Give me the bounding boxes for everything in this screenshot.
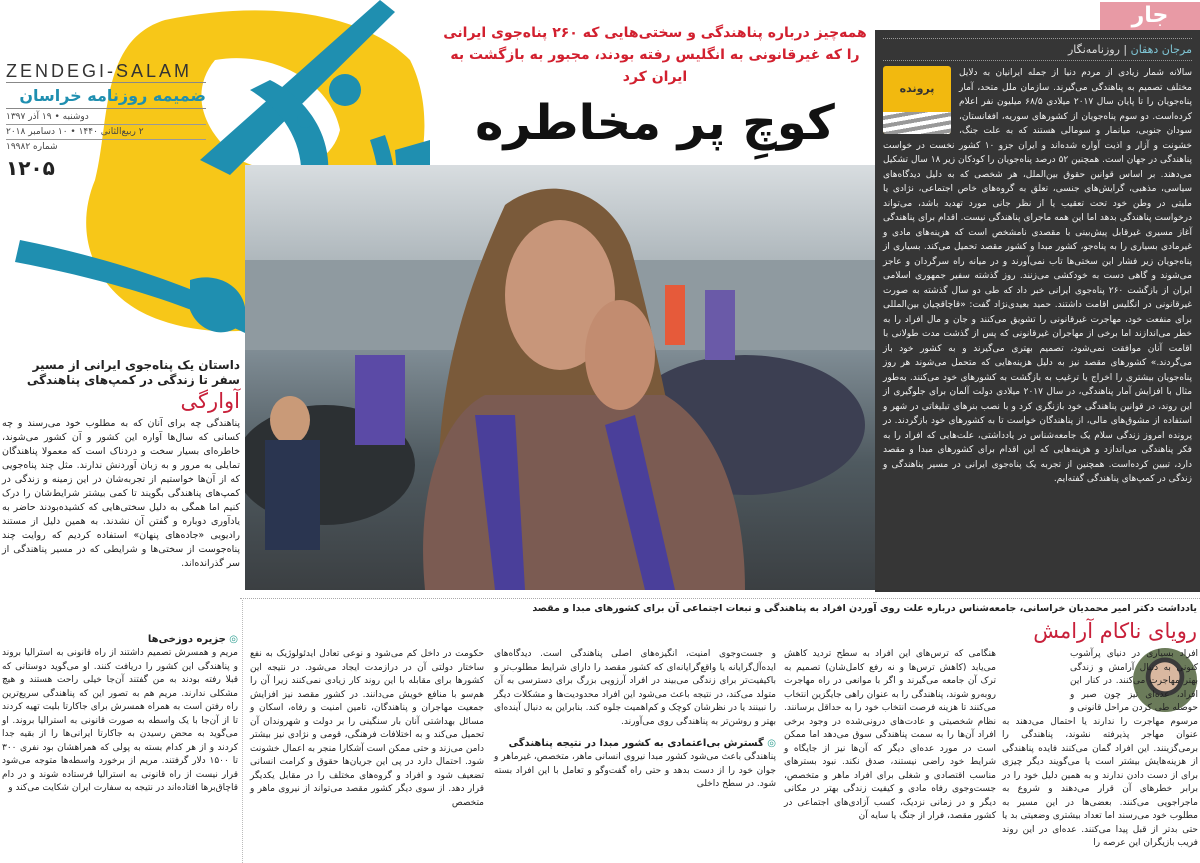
opinion-col3-heading: گسترش بی‌اعتمادی به کشور مبدا در نتیجه پناهندگی [508, 738, 764, 749]
dossier-box [875, 30, 1200, 592]
section-divider [240, 598, 1200, 599]
opinion-col3-text: و جست‌وجوی امنیت، انگیزه‌های اصلی پناهندگی است. دیدگاه‌های ایده‌آل‌گرایانه یا واقع‌گرایانه‌ای که کشور مقصد را دارای شرایط مطلوب‌تر و باکیفیت‌تر برای زندگی می‌بیند در افراد آرزویی بزرگ برای دسترسی به آن متولد می‌کند، در نتیجه باعث می‌شود این افراد محدودیت‌ها و مشکلات دیگر را نبینند یا در نظرشان کوچک و کم‌اهمیت جلوه کند. بنابراین به دنبال آینده‌ای بهتر و روشن‌تر به پناهندگی روی می‌آورند. [494, 649, 776, 727]
opinion-column-1 [1002, 648, 1198, 851]
lead-headline: کوچِ پر مخاطره [475, 95, 835, 151]
lead-kicker: همه‌چیز درباره پناهندگی و سختی‌هایی که ۲۶۰ پناه‌جوی ایرانی را که غیرقانونی به انگلیس رفته بودند، مجبور به بازگشت به ایران کرد [443, 25, 867, 85]
dossier-badge-label: پرونده [899, 82, 935, 95]
section-text: مریم و همسرش تصمیم داشتند از راه قانونی به استرالیا بروند و پناهندگی این کشور را دریافت کنند. او می‌گوید دوستانی که قبلا رفته بودند به من گفتند آن‌جا خیلی راحت هستند و هیچ مشکلی ندارند. مریم هم به تصور این که پناهندگی سریع‌ترین راه رفتن است به همراه همسرش برای جاکارتا بلیت تهیه کردند تا از آن‌جا با یک واسطه به صورت قانونی به استرالیا بروند. او می‌گوید به محض رسیدن به جاکارتا ایرانی‌ها را از بقیه جدا کردند و از هر کدام بسته به پولی که همراهشان بود نفری ۳۰۰ تا ۱۵۰۰ دلار گرفتند. مریم از برخورد واسطه‌ها متوجه می‌شود قرار نیست از راه قانونی به استرالیا فرستاده شوند و در دام قاچاق‌برها افتاده‌اند در نتیجه به سفارت ایران شکایت می‌کند و [2, 648, 238, 793]
left-story-title: آوارگی [180, 389, 240, 413]
author-name: مرجان دهقان [1130, 43, 1192, 56]
section-tab: جار [1100, 2, 1200, 30]
date-persian: دوشنبه • ۱۹ آذر ۱۳۹۷ [6, 110, 206, 125]
bullet-icon: ◎ [767, 738, 776, 749]
date-hijri-gregorian: ۲ ربیع‌الثانی ۱۴۴۰ • ۱۰ دسامبر ۲۰۱۸ [6, 125, 206, 140]
opinion-column-4: حکومت در داخل کم می‌شود و نوعی تعادل ایدئولوژیک به نفع ساختار دولتی آن در درازمدت ایجاد می‌شود. در نتیجه این کشورها برای مقابله با این روند کار زیادی نمی‌کنند زیرا آن را هم‌سو با منافع خویش می‌دانند. در کشور مقصد نیز افزایش جمعیت مهاجران و پناهندگان، تامین امنیت و رفاه، اسکان و مسائل بهداشتی آنان بار سنگینی را بر دولت و شهروندان آن تحمیل می‌کند و به اختلافات فرهنگی، قومی و نژادی نیز بیشتر دامن می‌زند و حتی ممکن است آشکارا منجر به اعمال خشونت شود. احتمال دارد در پی این جریان‌ها حقوق و کرامت انسانی تضعیف شود و افراد و گروه‌های مختلف را در مقابل یکدیگر قرار دهد. از سوی دیگر کشور مقصد می‌تواند از نیروی ماهر و متخصص [250, 649, 484, 808]
section-heading: جزیره دوزخی‌ها [147, 634, 226, 645]
dossier-byline: مرجان دهقان | روزنامه‌نگار [883, 38, 1192, 61]
left-story [2, 358, 240, 571]
lead-photo [245, 165, 875, 590]
dossier-body: سالانه شمار زیادی از مردم دنیا از جمله ایرانیان به دلایل مختلف تصمیم به پناهندگی می‌گیرند. سازمان ملل متحد، آمار پناه‌جویان را تا پایان سال ۲۰۱۷ میلادی ۶۸/۵ میلیون نفر اعلام کرده‌است. دو سوم پناه‌جویان از کشورهای سوریه، افغانستان، سودان جنوبی، میانمار و سومالی هستند که به علت جنگ، خشونت و آزار و اذیت آواره شده‌اند و ایران جزو ۱۰ کشور نخست در خواست پناهندگی در جهان است. همچنین ۵۲ درصد پناه‌جویان را کودکان زیر ۱۸ سال تشکیل می‌دهند. بر اساس قوانین حقوق بین‌الملل، هر شخصی که به دلیل دیدگاه‌های سیاسی، مذهبی، گرایش‌های جنسی، تعلق به گروه‌های خاص اجتماعی، نژادی یا ملیتی در وطن خود تحت تعقیب یا از نظر جانی مورد تهدید باشد، می‌تواند درخواست پناهندگی بدهد اما این همه ماجرای پناهندگی نیست. اقدام برای پناهندگی آغاز مسیری غیرقابل پیش‌بینی با مقصدی نامشخص است که هزینه‌های مادی و غیرمادی بسیاری را به پناه‌جو، کشور مبدا و کشور مقصد تحمیل می‌کند. بسیاری از پناه‌جویان زیر فشار این سختی‌ها تاب نمی‌آورند و در میانه راه سرگردان و عاجز می‌شوند و گاهی دست به خودکشی می‌زنند. روز گذشته سفیر جمهوری اسلامی ایران از بازگشت ۲۶۰ پناه‌جوی ایرانی خبر داد که طی دو سال گذشته به صورت غیرقانونی در انگلیس اقامت داشتند. حمید بعیدی‌نژاد گفت: «قاچاقچیان بین‌المللی برای منفعت خود، مهاجرت غیرقانونی را تشویق می‌کنند و جان و مال افراد را به خطر می‌اندازند اما برخی از مهاجران غیرقانونی که پس از گذشت مدت طولانی با اقامت آنان موافقت نمی‌شود، تصمیم بهتری می‌گیرند و به کشور خود باز می‌گردند.» کشورهای مقصد نیز به دلیل هزینه‌هایی که متحمل می‌شوند هر روز پناه‌جویان بیشتری را اخراج یا ترغیب به بازگشت به کشورهای خود می‌کنند. به‌طور مثال با افزایش آمار پناهندگی، در سال ۲۰۱۷ میلادی دولت آلمان برای جلوگیری از این روند، در قوانین پناهندگی خود بازنگری کرد و با نصب بنرهای تبلیغاتی در شهر و استفاده از مشوق‌های مالی، از پناهندگان خواست تا به کشورهای خود بازگردند. در پرونده امروز زندگی سلام یک جامعه‌شناس در یادداشتی، علت‌هایی که افراد را به فکر پناهندگی می‌اندازد و هزینه‌هایی که این اقدام برای کشورهای مبدا و مقصد دارد، تبیین کرده‌است. همچنین از تجربه یک پناه‌جوی ایرانی در مسیر پناهندگی و زندگی در کمپ‌های پناهندگی گفته‌ایم. [883, 68, 1193, 484]
issue-number: شماره ۱۹۹۸۲ [6, 142, 58, 152]
opinion-col3-more: پناهندگی باعث می‌شود کشور مبدا نیروی انسانی ماهر، متخصص، غیرماهر و جوان خود را از دست بدهد و حتی راه گفت‌وگو و تعامل با این افراد بسته شود. در سطح داخلی [494, 752, 776, 789]
opinion-col1-text: افراد بسیاری در دنیای پرآشوب کنونی به دنبال آرامش و زندگی بهتر مهاجرت می‌کنند. در کنار این افراد، عده‌ای نیز چون صبر و حوصله طی کردن مراحل قانونی و مرسوم مهاجرت را ندارند یا احتمال می‌دهند به عنوان مهاجر پذیرفته نشوند، پناهندگی را برمی‌گزینند. این افراد گمان می‌کنند فایده پناهندگی از هزینه‌هایش بیشتر است یا می‌گویند دیگر چیزی برای از دست دادن ندارند و به همین دلیل خود را در برابر خطرهای آن قرار می‌دهند و شروع به ماجراجویی می‌کنند. بعضی‌ها در این مسیر به مطلوب خود می‌رسند اما تعداد بیشتری وضعیتی بد یا حتی بدتر از قبل پیدا می‌کنند. عده‌ای در این روند فریب بازیگران این عرصه را [1002, 649, 1198, 848]
opinion-column-2: هنگامی که ترس‌های این افراد به سطح تردید کاهش می‌یابد (کاهش ترس‌ها و نه رفع کامل‌شان) تصمیم به ترک آن جامعه می‌گیرند و اگر با موانعی در راه مهاجرت روبه‌رو شوند، پناهندگی را به عنوان راهی جایگزین انتخاب می‌کنند تا هزینه فرصت انتخاب خود را به حداقل برسانند. نظام شخصیتی و عادت‌های درونی‌شده در وجود برخی افراد آن‌ها را به سمت پناهندگی سوق می‌دهد اما ممکن است در مورد عده‌ای دیگر که آن‌ها نیز از جایگاه و شرایط خود راضی نیستند، صدق نکند. نبود بسترهای مناسب اقتصادی و شغلی برای افراد ماهر و متخصص، جست‌وجوی رفاه مادی و کیفیت زندگی بهتر در مکانی دیگر و در زمانی نزدیک، کسب آزادی‌های اجتماعی در کشور مقصد، فرار از جنگ یا سایه آن [784, 649, 996, 821]
opinion-column-3 [494, 648, 776, 792]
refugee-photo-illustration [245, 165, 875, 590]
column-divider [242, 600, 243, 863]
left-story-intro: پناهندگی چه برای آنان که به مطلوب خود می‌رسند و چه کسانی که سال‌ها آواره این کشور و آن کشور می‌شوند، خاطره‌ای بسیار سخت و دردناک است که معمولا پناهندگان تمایلی به مرور و به زبان آوردنش ندارند. مثل چند پناه‌جویی که از آن‌ها خواستیم از تجربه‌شان در این زمینه و زندگی در کمپ‌های پناهندگی بگویند تا کمی بیشتر شرایط‌شان را درک کنیم اما همگی به دلیل سختی‌هایی که کشیده‌بودند حاضر به یادآوری دوباره و گفتن آن نشدند. به همین دلیل از مستند رادیویی «جاده‌های پنهان» استفاده کردیم که روایت چند پناه‌جوست از سختی‌ها و شرایطی که در مسیر پناهندگی از سر گذرانده‌اند. [2, 418, 240, 569]
author-role: روزنامه‌نگار [1067, 43, 1120, 56]
opinion-subtitle: یادداشت دکتر امیر محمدیان خراسانی، جامعه‌شناس درباره علت روی آوردن افراد به پناهندگی و تبعات اجتماعی آن برای کشورهای مبدا و مقصد [532, 603, 1197, 614]
supplement-issue: ۱۲۰۵ [6, 156, 55, 180]
bullet-icon: ◎ [229, 634, 238, 645]
supplement-title: ضمیمه روزنامه خراسان [6, 84, 206, 109]
opinion-title: رویای ناکام آرامش [1033, 619, 1197, 643]
left-story-section [2, 633, 238, 796]
dossier-text [883, 66, 1192, 487]
latin-title: ZENDEGI-SALAM [6, 60, 206, 83]
left-story-subtitle: داستان یک پناه‌جوی ایرانی از مسیر سفر تا زندگی در کمپ‌های پناهندگی [26, 358, 240, 387]
